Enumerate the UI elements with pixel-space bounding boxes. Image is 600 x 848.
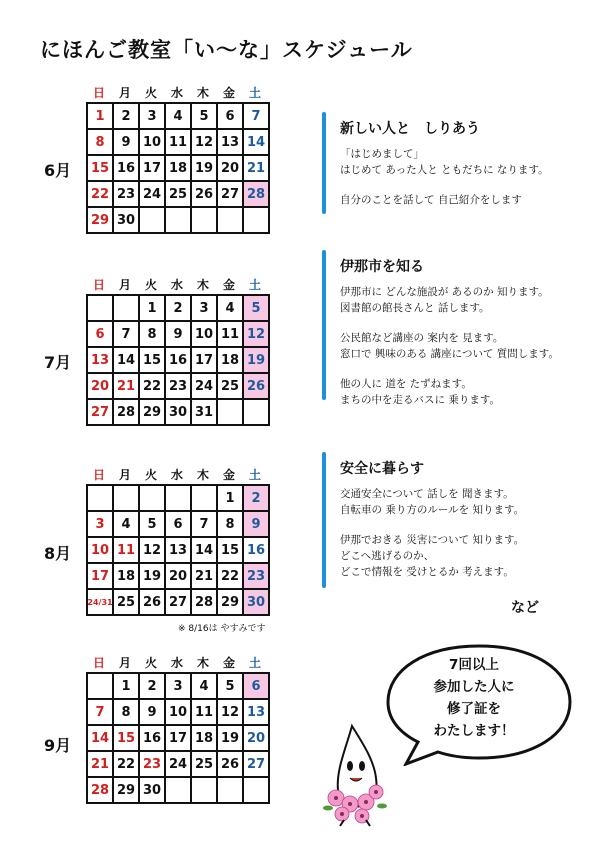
weekday-label: 木: [196, 467, 209, 482]
calendar-grid: [86, 102, 270, 234]
section-know-ina: [322, 250, 559, 408]
accent-bar: [322, 250, 326, 400]
calendar-day: 20: [218, 156, 244, 182]
calendar-day: 16: [140, 726, 166, 752]
calendar-day: 27: [218, 182, 244, 208]
section-lines: [340, 146, 549, 208]
weekday-label: 水: [170, 467, 183, 482]
calendar-day: [218, 208, 244, 234]
month-label-june: 6月: [44, 161, 72, 180]
calendar-day: 29: [114, 778, 140, 804]
bubble-text: [384, 654, 564, 742]
accent-bar: [322, 452, 326, 588]
calendar-day: [114, 486, 140, 512]
calendar-day: 17: [88, 564, 114, 590]
calendar-day: 28: [88, 778, 114, 804]
weekday-label: 土: [248, 467, 261, 482]
calendar-day: 22: [218, 564, 244, 590]
calendar-day: 27: [88, 400, 114, 426]
section-meet-people: [322, 112, 549, 208]
calendar-day: 30: [140, 778, 166, 804]
calendar-day: 12: [218, 700, 244, 726]
bubble-line: 修了証を: [447, 701, 501, 717]
section-lines: [340, 284, 559, 408]
section-live-safely: [322, 452, 524, 580]
mascot-illustration: [322, 718, 388, 828]
calendar-day: 23: [244, 564, 270, 590]
calendar-day: 6: [88, 322, 114, 348]
calendar-day: 9: [166, 322, 192, 348]
calendar-day: 13: [244, 700, 270, 726]
calendar-day: 25: [114, 590, 140, 616]
bubble-line: 7回以上: [449, 657, 499, 673]
calendar-day: 10: [140, 130, 166, 156]
calendar-day: [244, 208, 270, 234]
calendar-day: 31: [192, 400, 218, 426]
calendar-day: 8: [140, 322, 166, 348]
calendar-day: 4: [192, 674, 218, 700]
section-line: 窓口で 興味のある 講座について 質問します。: [340, 348, 559, 360]
calendar-day: 5: [192, 104, 218, 130]
weekday-header: [86, 274, 270, 294]
weekday-label: 木: [196, 277, 209, 292]
calendar-day: [244, 400, 270, 426]
calendar-day: 7: [244, 104, 270, 130]
calendar-day: 16: [114, 156, 140, 182]
section-line: どこで情報を 受けとるか 考えます。: [340, 566, 514, 578]
calendar-day: 22: [88, 182, 114, 208]
calendar-day: 11: [218, 322, 244, 348]
weekday-label: 月: [118, 655, 131, 670]
calendar-day: 6: [166, 512, 192, 538]
calendar-day: 5: [140, 512, 166, 538]
section-title: 安全に暮らす: [340, 461, 424, 477]
calendar-day: 21: [244, 156, 270, 182]
calendar-day: 14: [244, 130, 270, 156]
calendar-day: 11: [166, 130, 192, 156]
section-line: はじめて あった人と ともだちに なります。: [340, 164, 549, 176]
section-line: 交通安全について 話しを 聞きます。: [340, 488, 514, 500]
bubble-line: わたします！: [433, 723, 515, 739]
calendar-day: 2: [114, 104, 140, 130]
calendar-day: 26: [244, 374, 270, 400]
calendar-day: 12: [244, 322, 270, 348]
calendar-day: 23: [114, 182, 140, 208]
weekday-label: 土: [248, 85, 261, 100]
calendar-day: 10: [192, 322, 218, 348]
calendar-day: [88, 486, 114, 512]
calendar-day: 25: [218, 374, 244, 400]
calendar-day: 8: [218, 512, 244, 538]
calendar-day: 21: [88, 752, 114, 778]
calendar-day: 1: [88, 104, 114, 130]
line-gap: [340, 316, 559, 330]
calendar-day: [244, 778, 270, 804]
section-line: まちの中を走るバスに 乗ります。: [340, 394, 500, 406]
section-line: 図書館の館長さんと 話します。: [340, 302, 490, 314]
weekday-label: 月: [118, 467, 131, 482]
calendar-day: 20: [166, 564, 192, 590]
calendar-day: 18: [218, 348, 244, 374]
calendar-day: 24: [192, 374, 218, 400]
weekday-label: 木: [196, 655, 209, 670]
section-line: どこへ逃げるのか、: [340, 550, 435, 562]
calendar-day: 8: [88, 130, 114, 156]
page-title: にほんご教室「い〜な」スケジュール: [40, 38, 413, 62]
calendar-day: 7: [192, 512, 218, 538]
weekday-label: 日: [92, 655, 105, 670]
calendar-day: 28: [244, 182, 270, 208]
calendar-day: 3: [140, 104, 166, 130]
calendar-day: 1: [140, 296, 166, 322]
weekday-label: 水: [170, 655, 183, 670]
calendar-day: 23: [140, 752, 166, 778]
weekday-label: 金: [222, 85, 235, 100]
calendar-day: 10: [166, 700, 192, 726]
calendar-day: [166, 778, 192, 804]
calendar-day: 25: [192, 752, 218, 778]
calendar-day: 9: [244, 512, 270, 538]
calendar-day: [88, 674, 114, 700]
holiday-note: ※ 8/16は やすみです: [178, 624, 266, 634]
calendar-day: 3: [192, 296, 218, 322]
calendar-grid: [86, 484, 270, 616]
calendar-day: 24: [140, 182, 166, 208]
calendar-day: [192, 486, 218, 512]
calendar-day: 13: [218, 130, 244, 156]
section-line: 伊那でおきる 災害について 知ります。: [340, 534, 525, 546]
weekday-label: 火: [144, 655, 157, 670]
calendar-day: [140, 486, 166, 512]
calendar-day: 21: [192, 564, 218, 590]
calendar-day: 3: [88, 512, 114, 538]
calendar-day: 4: [166, 104, 192, 130]
etc-label: など: [511, 600, 539, 616]
calendar-day: 14: [88, 726, 114, 752]
weekday-label: 日: [92, 85, 105, 100]
month-label-july: 7月: [44, 353, 72, 372]
calendar-day: 19: [192, 156, 218, 182]
calendar-day: 13: [166, 538, 192, 564]
calendar-day: 22: [114, 752, 140, 778]
accent-bar: [322, 112, 326, 214]
calendar-day: 30: [166, 400, 192, 426]
calendar-august: [86, 464, 270, 616]
calendar-day: 6: [218, 104, 244, 130]
line-gap: [340, 518, 524, 532]
calendar-day: 22: [140, 374, 166, 400]
calendar-day: 19: [140, 564, 166, 590]
calendar-day: 26: [192, 182, 218, 208]
calendar-day: [140, 208, 166, 234]
calendar-day: 29: [218, 590, 244, 616]
calendar-day: 5: [218, 674, 244, 700]
calendar-day: 14: [192, 538, 218, 564]
section-line: 公民館など講座の 案内を 見ます。: [340, 332, 504, 344]
calendar-day: 23: [166, 374, 192, 400]
section-title: 新しい人と しりあう: [340, 121, 480, 137]
calendar-day: 13: [88, 348, 114, 374]
calendar-day: 18: [114, 564, 140, 590]
calendar-day: [166, 486, 192, 512]
calendar-day: 18: [166, 156, 192, 182]
weekday-label: 金: [222, 277, 235, 292]
calendar-day: 2: [244, 486, 270, 512]
line-gap: [340, 178, 549, 192]
calendar-day: 20: [88, 374, 114, 400]
calendar-day: 6: [244, 674, 270, 700]
calendar-september: [86, 652, 270, 804]
calendar-day: 2: [166, 296, 192, 322]
section-line: 自分のことを話して 自己紹介をします: [340, 194, 522, 206]
calendar-day: 19: [218, 726, 244, 752]
calendar-day: 17: [192, 348, 218, 374]
calendar-day: 21: [114, 374, 140, 400]
weekday-label: 土: [248, 655, 261, 670]
calendar-day: 4: [114, 512, 140, 538]
calendar-day: 12: [140, 538, 166, 564]
calendar-day: 10: [88, 538, 114, 564]
calendar-grid: [86, 294, 270, 426]
calendar-day: 24: [166, 752, 192, 778]
calendar-day: 20: [244, 726, 270, 752]
calendar-day: 11: [192, 700, 218, 726]
calendar-day: 2: [140, 674, 166, 700]
calendar-day: 7: [114, 322, 140, 348]
calendar-day: [218, 400, 244, 426]
calendar-day: 9: [114, 130, 140, 156]
weekday-label: 土: [248, 277, 261, 292]
bubble-line: 参加した人に: [433, 679, 515, 695]
weekday-label: 火: [144, 277, 157, 292]
calendar-day: 29: [140, 400, 166, 426]
section-line: 他の人に 道を たずねます。: [340, 378, 472, 390]
calendar-day: 7: [88, 700, 114, 726]
weekday-label: 水: [170, 85, 183, 100]
section-title: 伊那市を知る: [340, 259, 424, 275]
calendar-day: 28: [114, 400, 140, 426]
calendar-june: [86, 82, 270, 234]
calendar-day: [88, 296, 114, 322]
calendar-day: 9: [140, 700, 166, 726]
section-line: 伊那市に どんな施設が あるのか 知ります。: [340, 286, 549, 298]
month-label-september: 9月: [44, 736, 72, 755]
calendar-day: 1: [114, 674, 140, 700]
calendar-day: 26: [218, 752, 244, 778]
weekday-label: 月: [118, 277, 131, 292]
calendar-day: 15: [88, 156, 114, 182]
calendar-day: 18: [192, 726, 218, 752]
calendar-day: 15: [114, 726, 140, 752]
calendar-day: 12: [192, 130, 218, 156]
weekday-header: [86, 82, 270, 102]
section-line: 自転車の 乗り方のルールを 知ります。: [340, 504, 525, 516]
month-label-august: 8月: [44, 544, 72, 563]
calendar-day: 1: [218, 486, 244, 512]
calendar-day: [192, 208, 218, 234]
calendar-day: 3: [166, 674, 192, 700]
line-gap: [340, 362, 559, 376]
calendar-day: 19: [244, 348, 270, 374]
calendar-day: 28: [192, 590, 218, 616]
calendar-day: 15: [140, 348, 166, 374]
calendar-grid: [86, 672, 270, 804]
weekday-label: 日: [92, 467, 105, 482]
calendar-july: [86, 274, 270, 426]
calendar-day: 8: [114, 700, 140, 726]
calendar-day: 30: [244, 590, 270, 616]
calendar-day: 17: [166, 726, 192, 752]
calendar-day: [218, 778, 244, 804]
calendar-day: [166, 208, 192, 234]
calendar-day: 17: [140, 156, 166, 182]
weekday-header: [86, 652, 270, 672]
weekday-label: 金: [222, 655, 235, 670]
section-line: 「はじめまして」: [340, 148, 424, 160]
weekday-label: 金: [222, 467, 235, 482]
calendar-day: 5: [244, 296, 270, 322]
calendar-day: 4: [218, 296, 244, 322]
weekday-label: 月: [118, 85, 131, 100]
calendar-day: 27: [166, 590, 192, 616]
calendar-day: [192, 778, 218, 804]
weekday-label: 火: [144, 85, 157, 100]
calendar-day: 30: [114, 208, 140, 234]
calendar-day: 16: [166, 348, 192, 374]
calendar-day: 25: [166, 182, 192, 208]
calendar-day: 29: [88, 208, 114, 234]
weekday-label: 水: [170, 277, 183, 292]
calendar-day: [114, 296, 140, 322]
weekday-label: 火: [144, 467, 157, 482]
calendar-day: 16: [244, 538, 270, 564]
calendar-day: 27: [244, 752, 270, 778]
calendar-day: 14: [114, 348, 140, 374]
calendar-day: 11: [114, 538, 140, 564]
weekday-label: 木: [196, 85, 209, 100]
weekday-header: [86, 464, 270, 484]
calendar-day: 26: [140, 590, 166, 616]
section-lines: [340, 486, 524, 580]
weekday-label: 日: [92, 277, 105, 292]
calendar-day: 24/31: [88, 590, 114, 616]
calendar-day: 15: [218, 538, 244, 564]
